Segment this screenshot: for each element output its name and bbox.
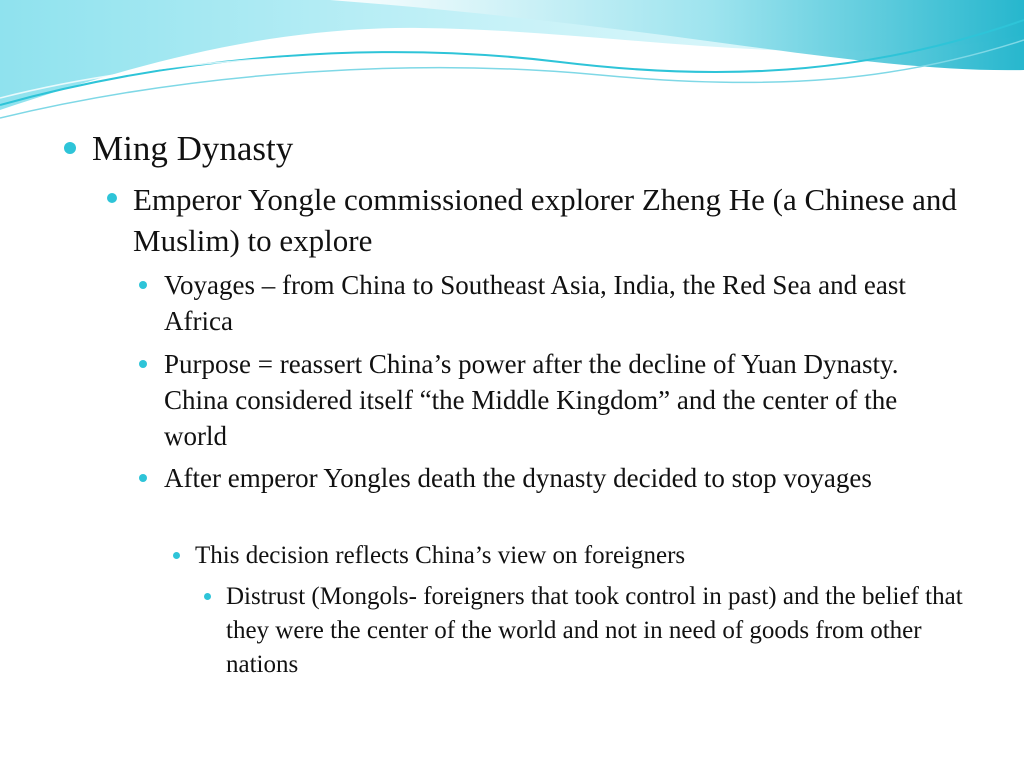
- bullet-text: Emperor Yongle commissioned explorer Zheng He (a Chinese and Muslim) to explore: [133, 182, 957, 258]
- bullet-emperor-yongle: [133, 179, 993, 261]
- bullet-dot-icon: [173, 552, 180, 559]
- bullet-purpose: [164, 346, 964, 454]
- bullet-text: Purpose = reassert China’s power after the decline of Yuan Dynasty. China considered itself “the Middle Kingdom” and the center of the world: [164, 349, 899, 451]
- bullet-dot-icon: [64, 142, 76, 154]
- bullet-dot-icon: [107, 193, 117, 203]
- bullet-distrust: [226, 580, 986, 682]
- bullet-after-yongle: [164, 460, 964, 496]
- bullet-decision-reflects: [195, 539, 975, 572]
- bullet-text: Distrust (Mongols- foreigners that took control in past) and the belief that they were the center of the world and not in need of goods from other nations: [226, 583, 963, 678]
- bullet-ming-dynasty: [92, 128, 992, 170]
- bullet-text: After emperor Yongles death the dynasty decided to stop voyages: [164, 463, 872, 493]
- bullet-dot-icon: [139, 474, 147, 482]
- bullet-dot-icon: [139, 281, 147, 289]
- bullet-dot-icon: [139, 360, 147, 368]
- bullet-text: This decision reflects China’s view on foreigners: [195, 542, 686, 569]
- bullet-dot-icon: [204, 593, 211, 600]
- bullet-text: Ming Dynasty: [92, 129, 294, 168]
- bullet-text: Voyages – from China to Southeast Asia, India, the Red Sea and east Africa: [164, 270, 906, 336]
- bullet-voyages: [164, 267, 964, 339]
